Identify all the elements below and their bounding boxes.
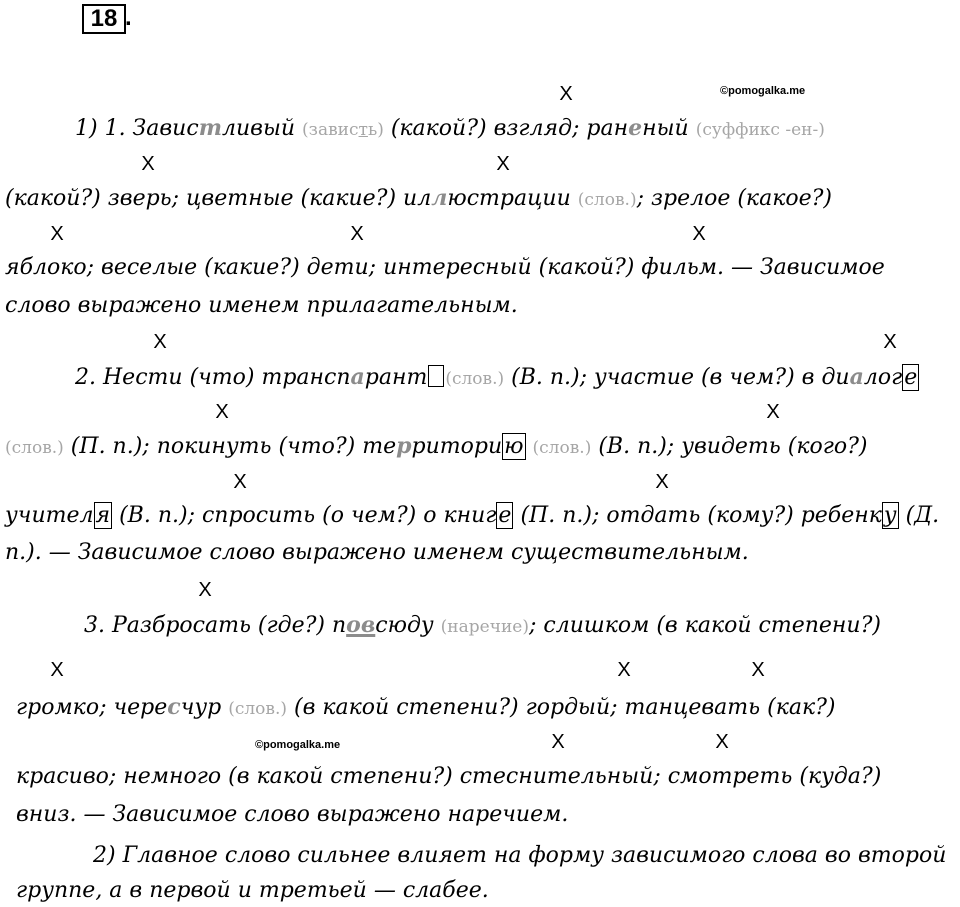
- text-line: вниз. — Зависимое слово выражено наречием.: [16, 802, 569, 827]
- x-marker: X: [559, 83, 573, 105]
- watermark: ©pomogalka.me: [255, 739, 341, 751]
- text-line: красиво; немного (в какой степени?) стеснительный; смотреть (куда?): [16, 764, 882, 789]
- text-line: учителя (В. п.); спросить (о чем?) о книге (П. п.); отдать (кому?) ребенку (Д.: [5, 503, 940, 528]
- x-marker: X: [233, 471, 247, 493]
- x-marker: X: [766, 401, 780, 423]
- ending-box: е: [904, 365, 918, 390]
- text-line: п.). — Зависимое слово выражено именем существительным.: [5, 540, 749, 565]
- x-marker: X: [198, 579, 212, 601]
- x-marker: X: [617, 659, 631, 681]
- text-line: слово выражено именем прилагательным.: [5, 293, 518, 318]
- x-marker: X: [215, 401, 229, 423]
- text-line: 2) Главное слово сильнее влияет на форму зависимого слова во второй: [93, 843, 947, 868]
- text-line: группе, а в первой и третьей — слабее.: [16, 878, 489, 903]
- ending-box: у: [883, 503, 897, 528]
- task-number: 18: [82, 4, 126, 34]
- x-marker: X: [715, 731, 729, 753]
- x-marker: X: [883, 331, 897, 353]
- x-marker: X: [496, 153, 510, 175]
- text-line: (слов.) (П. п.); покинуть (что?) территорию (слов.) (В. п.); увидеть (кого?): [5, 433, 868, 459]
- text-line: 3. Разбросать (где?) повсюду (наречие); слишком (в какой степени?): [84, 612, 881, 638]
- x-marker: X: [655, 471, 669, 493]
- ending-box: е: [498, 503, 512, 528]
- text-line: 1) 1. Завистливый (зависть) (какой?) взгляд; раненый (суффикс -ен-): [75, 115, 825, 141]
- text-line: (какой?) зверь; цветные (какие?) иллюстрации (слов.); зрелое (какое?): [5, 185, 832, 211]
- x-marker: X: [551, 731, 565, 753]
- x-marker: X: [153, 331, 167, 353]
- task-number-dot: .: [125, 4, 132, 31]
- x-marker: X: [50, 659, 64, 681]
- x-marker: X: [50, 223, 64, 245]
- x-marker: X: [350, 223, 364, 245]
- ending-box: я: [95, 503, 111, 528]
- text-line: 2. Нести (что) транспарант (слов.) (В. п.); участие (в чем?) в диалоге: [75, 364, 918, 390]
- x-marker: X: [751, 659, 765, 681]
- text-line: громко; чересчур (слов.) (в какой степени?) гордый; танцевать (как?): [16, 694, 836, 720]
- x-marker: X: [692, 223, 706, 245]
- ending-box: [428, 365, 444, 387]
- text-line: яблоко; веселые (какие?) дети; интересный (какой?) фильм. — Зависимое: [5, 255, 885, 280]
- watermark: ©pomogalka.me: [720, 85, 806, 97]
- ending-box: ю: [504, 434, 524, 459]
- x-marker: X: [141, 153, 155, 175]
